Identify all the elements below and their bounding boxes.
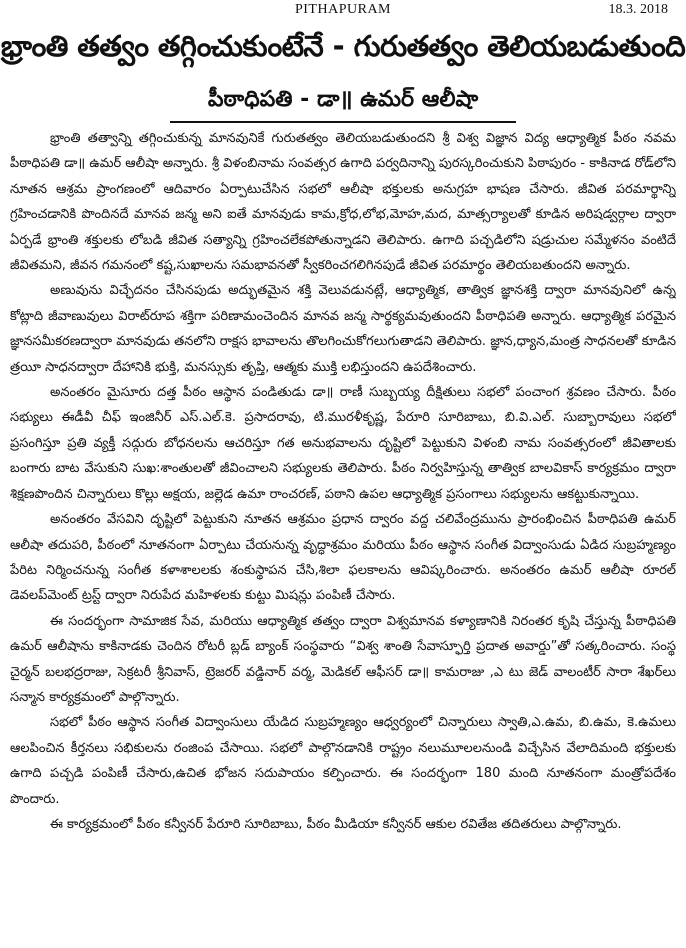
page-header: [0, 0, 686, 20]
article-body: [10, 126, 676, 942]
subheadline-underline: [170, 121, 516, 123]
paragraph-7: ఈ కార్యక్రమంలో పీఠం కన్వీనర్ పేరూరి సూరిబాబు, పీఠం మీడియా కన్వీనర్ ఆకుల రవితేజ తదితరులు పాల్గొన్నారు.: [50, 816, 622, 832]
paragraph-4: అనంతరం వేసవిని దృష్టిలో పెట్టుకుని నూతన ఆశ్రమం ప్రధాన ద్వారం వద్ద చలివేంద్రమును ప్రారంభించిన పీఠాధిపతి ఉమర్ ఆలీషా తదుపరి, పీఠంలో నూతనంగా ఏర్పాటు చేయనున్న వృద్ధాశ్రమం మరియు పీఠం ఆస్థాన సంగీత విద్వాంసుడు ఏడిద సుబ్రహ్మణ్యం పేరిట నిర్మించనున్న సంగీత కళాశాలలకు శంకుస్థాపన చేసి,శిలా ఫలకాలను ఆవిష్కరించారు. అనంతరం ఉమర్ ఆలీషా రూరల్ డెవలప్‌మెంట్ ట్రస్ట్ ద్వారా నిరుపేద మహిళలకు కుట్టు మిషన్లు పంపిణీ చేసారు.: [10, 512, 676, 604]
headline: భ్రాంతి తత్వం తగ్గించుకుంటేనే - గురుతత్వం తెలియబడుతుంది: [0, 29, 686, 63]
place-name: PITHAPURAM: [294, 2, 391, 17]
date: 18.3. 2018: [608, 2, 668, 17]
paragraph-3: అనంతరం మైసూరు దత్త పీఠం ఆస్థాన పండితుడు డా॥ రాణీ సుబ్బయ్య దీక్షితులు సభలో పంచాంగ శ్రవణం చేసారు. పీఠం సభ్యులు ఈడీవీ చీఫ్ ఇంజినీర్ ఎస్.ఎల్.కె. ప్రసాదరావు, టి.మురళీకృష్ణ, పేరూరి సూరిబాబు, బి.వి.ఎల్. సుబ్బారావులు సభలో ప్రసంగిస్తూ ప్రతి వ్యక్తీ సద్గురు బోధనలను ఆచరిస్తూ గత అనుభవాలను దృష్టిలో పెట్టుకుని విళంబి నామ సంవత్సరంలో జీవితాలకు బంగారు బాట వేసుకుని సుఖ:శాంతులతో జీవించాలని సభ్యులకు తెలిపారు. పీఠం నిర్వహిస్తున్న తాత్విక బాలవికాస్ కార్యక్రమం ద్వారా శిక్షణపొందిన చిన్నారులు కొల్లు అక్షయ, జల్లెడ ఉమా రాంచరణ్, పఠాని ఉపల ఆధ్యాత్మిక ప్రసంగాలు సభ్యులను ఆకట్టుకున్నాయి.: [10, 385, 676, 502]
paragraph-2: అణువును విచ్ఛేదనం చేసినపుడు అద్భుతమైన శక్తి వెలువడునట్లే, ఆధ్యాత్మిక, తాత్విక జ్ఞానశక్తి ద్వారా మానవునిలో ఉన్న కోట్లాది జీవాణువులు విరాట్‌రూప శక్తిగా పరిణామంచెందిన మానవ జన్మ సార్థక్యమవుతుందని పీఠాధిపతి అన్నారు. ఆధ్యాత్మిక పరమైన జ్ఞానసమీకరణద్వారా మానవుడు తనలోని రాక్షస భావాలను తొలగించుకోగలుగుతాడని తెలిపారు. జ్ఞాన,ధ్యాన,మంత్ర సాధనలతో కూడిన త్రయీ సాధనద్వారా దేహానికి భుక్తి, మనస్సుకు తృప్తి, ఆత్మకు ముక్తి లభిస్తుందని ఉపదేశించారు.: [10, 283, 676, 375]
paragraph-6: సభలో పీఠం ఆస్థాన సంగీత విద్వాంసులు యేడిద సుబ్రహ్మణ్యం ఆధ్వర్యంలో చిన్నారులు స్వాతి,ఎ.ఉమ, బి.ఉమ, కె.ఉమలు ఆలపించిన కీర్తనలు సభికులను రంజింప చేసాయి. సభలో పాల్గొనడానికి రాష్ట్రం నలుమూలలనుండి విచ్చేసిన వేలాదిమంది భక్తులకు ఉగాది పచ్చడి పంపిణీ చేసారు,ఉచిత భోజన సదుపాయం కల్పించారు. ఈ సందర్భంగా 180 మంది నూతనంగా మంత్రోపదేశం పొందారు.: [10, 715, 676, 807]
paragraph-1: భ్రాంతి తత్వాన్ని తగ్గించుకున్న మానవునికే గురుతత్వం తెలియబడుతుందని శ్రీ విశ్వ విజ్ఞాన విద్య ఆధ్యాత్మిక పీఠం నవమ పీఠాధిపతి డా॥ ఉమర్ ఆలీషా అన్నారు. శ్రీ విళంబినామ సంవత్సర ఉగాది పర్వదినాన్ని పురస్కరించుకుని పిఠాపురం - కాకినాడ రోడ్‌లోని నూతన ఆశ్రమ ప్రాంగణంలో ఆదివారం ఏర్పాటుచేసిన సభలో ఆలీషా భక్తులకు అనుగ్రహ భాషణ చేసారు. జీవిత పరమార్థాన్ని గ్రహించడానికి పొందినదే మానవ జన్మ అని ఐతే మానవుడు కామ,క్రోధ,లోభ,మోహ,మద, మాత్సర్యాలతో కూడిన అరిషడ్వర్గాల ద్వారా ఏర్పడే భ్రాంతి శక్తులకు లోబడి జీవిత సత్యాన్ని గ్రహించలేకపోతున్నాడని తెలిపారు. ఉగాది పచ్చడిలోని షడ్రుచుల సమ్మేళనం వంటిదే జీవితమని, జీవన గమనంలో కష్ట,సుఖాలను సమభావనతో స్వీకరించగలిగినపుడే జీవిత పరమార్థం తెలియబతుందని అన్నారు.: [10, 131, 676, 274]
subheadline: పీఠాధిపతి - డా॥ ఉమర్ ఆలీషా: [207, 87, 479, 112]
paragraph-5: ఈ సందర్భంగా సామాజిక సేవ, మరియు ఆధ్యాత్మిక తత్వం ద్వారా విశ్వమానవ కళ్యాణానికి నిరంతర కృషి చేస్తున్న పీఠాధిపతి ఉమర్ ఆలీషాను కాకినాడకు చెందిన రోటరీ బ్లడ్ బ్యాంక్ సంస్థవారు “విశ్వ శాంతి సేవాస్ఫూర్తి ప్రదాత అవార్డు”తో సత్కరించారు. సంస్థ చైర్మన్ బలభద్రరాజు, సెక్రటరీ శ్రీనివాస్, ట్రెజరర్ వడ్డినార్ వర్మ, మెడికల్ ఆఫీసర్ డా॥ కామరాజు ,ఎ టు జెడ్ వాలంటీర్ సారా శేఖర్‌లు సన్మాన కార్యక్రమంలో పాల్గొన్నారు.: [10, 613, 676, 705]
